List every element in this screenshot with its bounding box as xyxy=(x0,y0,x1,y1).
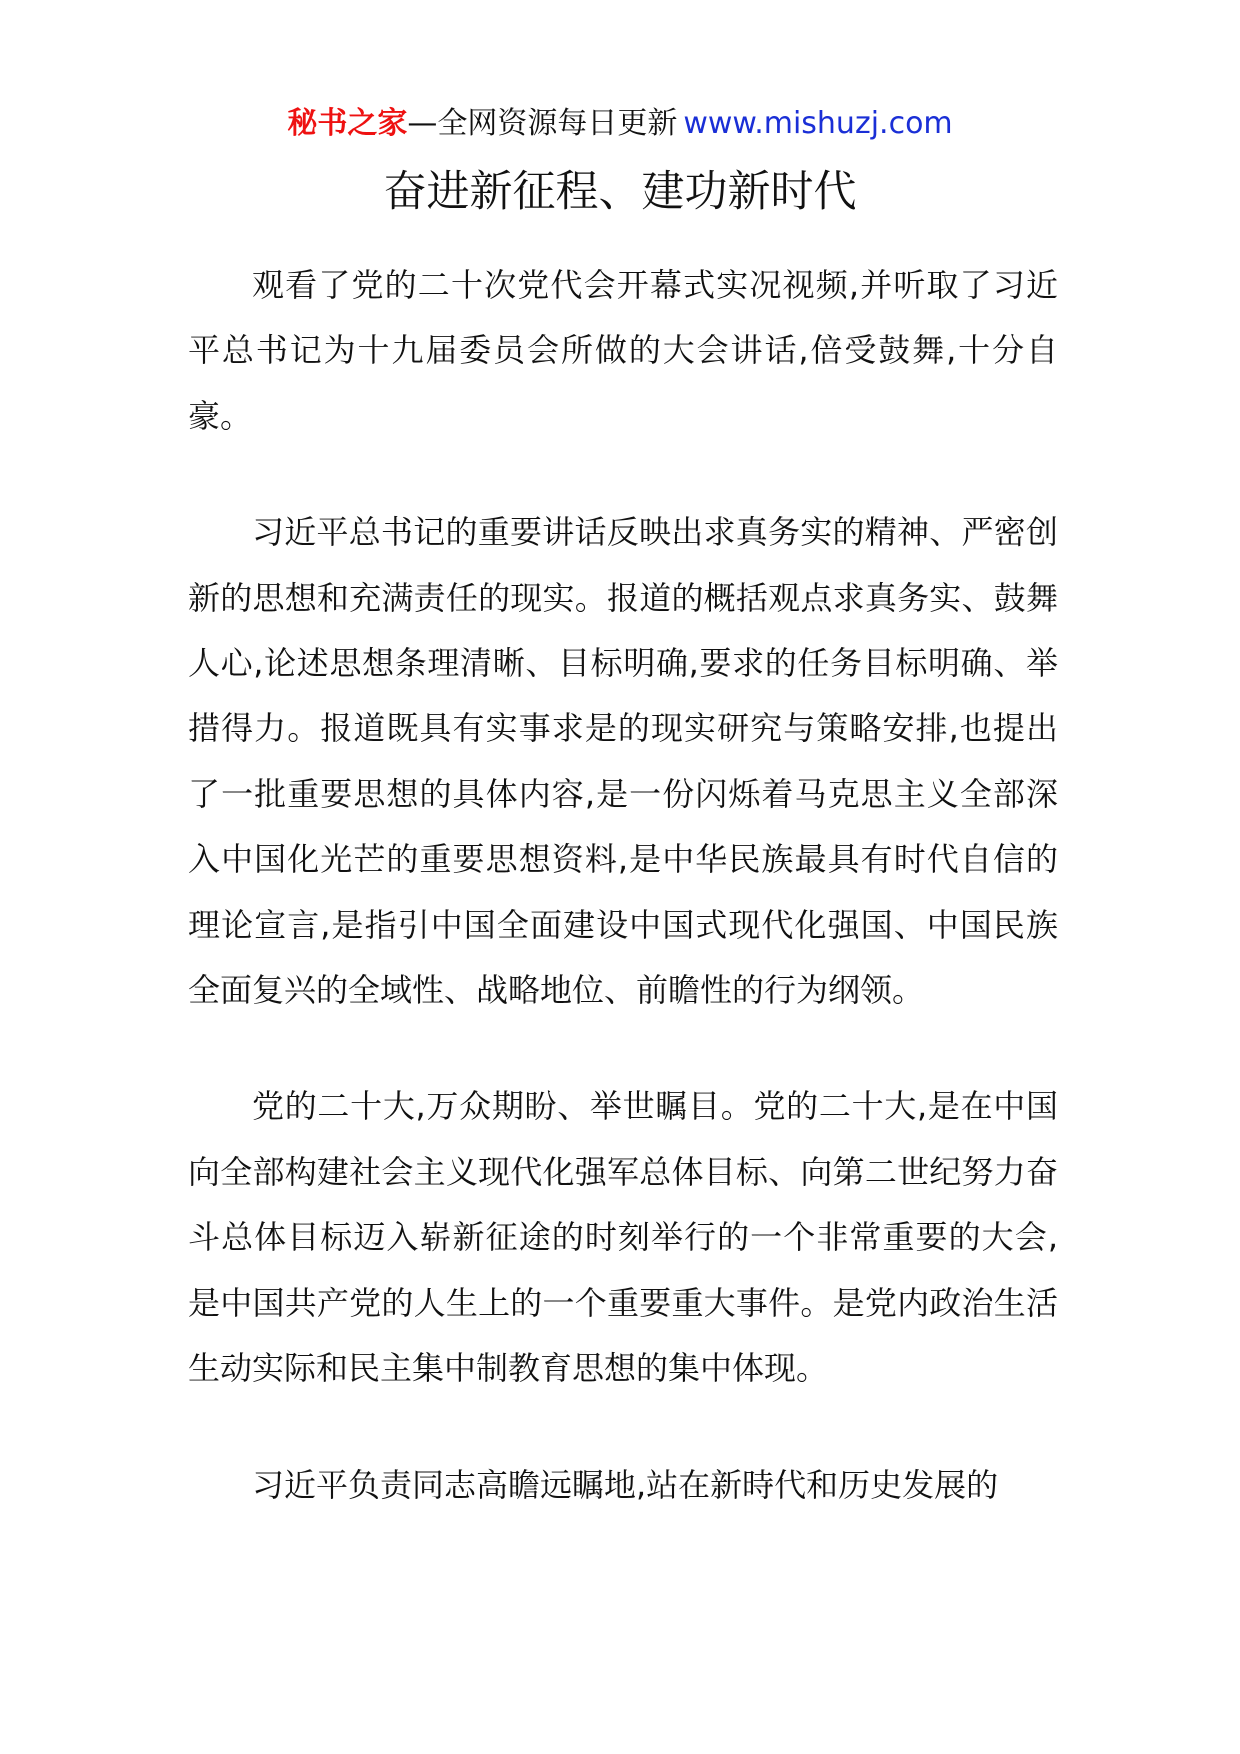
brand-name: 秘书之家 xyxy=(287,106,408,141)
paragraph-2: 习近平总书记的重要讲话反映出求真务实的精神、严密创新的思想和充满责任的现实。报道的概括观点求真务实、鼓舞人心,论述思想条理清晰、目标明确,要求的任务目标明确、举措得力。报道既具有实事求是的现实研究与策略安排,也提出了一批重要思想的具体内容,是一份闪烁着马克思主义全部深入中国化光芒的重要思想资料,是中华民族最具有时代自信的理论宣言,是指引中国全面建设中国式现代化强国、中国民族全面复兴的全域性、战略地位、前瞻性的行为纲领。 xyxy=(188,513,1058,1010)
site-header xyxy=(0,100,1240,148)
document-body xyxy=(188,253,1058,1569)
header-slogan: —全网资源每日更新 xyxy=(407,106,678,141)
paragraph-3: 党的二十大,万众期盼、举世瞩目。党的二十大,是在中国向全部构建社会主义现代化强军总体目标、向第二世纪努力奋斗总体目标迈入崭新征途的时刻举行的一个非常重要的大会,是中国共产党的人生上的一个重要重大事件。是党内政治生活生动实际和民主集中制教育思想的集中体现。 xyxy=(188,1087,1058,1388)
paragraph-4: 习近平负责同志高瞻远瞩地,站在新時代和历史发展的 xyxy=(252,1465,999,1504)
site-url-link[interactable]: www.mishuzj.com xyxy=(683,106,953,141)
document-title: 奋进新征程、建功新时代 xyxy=(383,167,857,217)
paragraph-1: 观看了党的二十次党代会开幕式实况视频,并听取了习近平总书记为十九届委员会所做的大会讲话,倍受鼓舞,十分自豪。 xyxy=(188,266,1058,435)
